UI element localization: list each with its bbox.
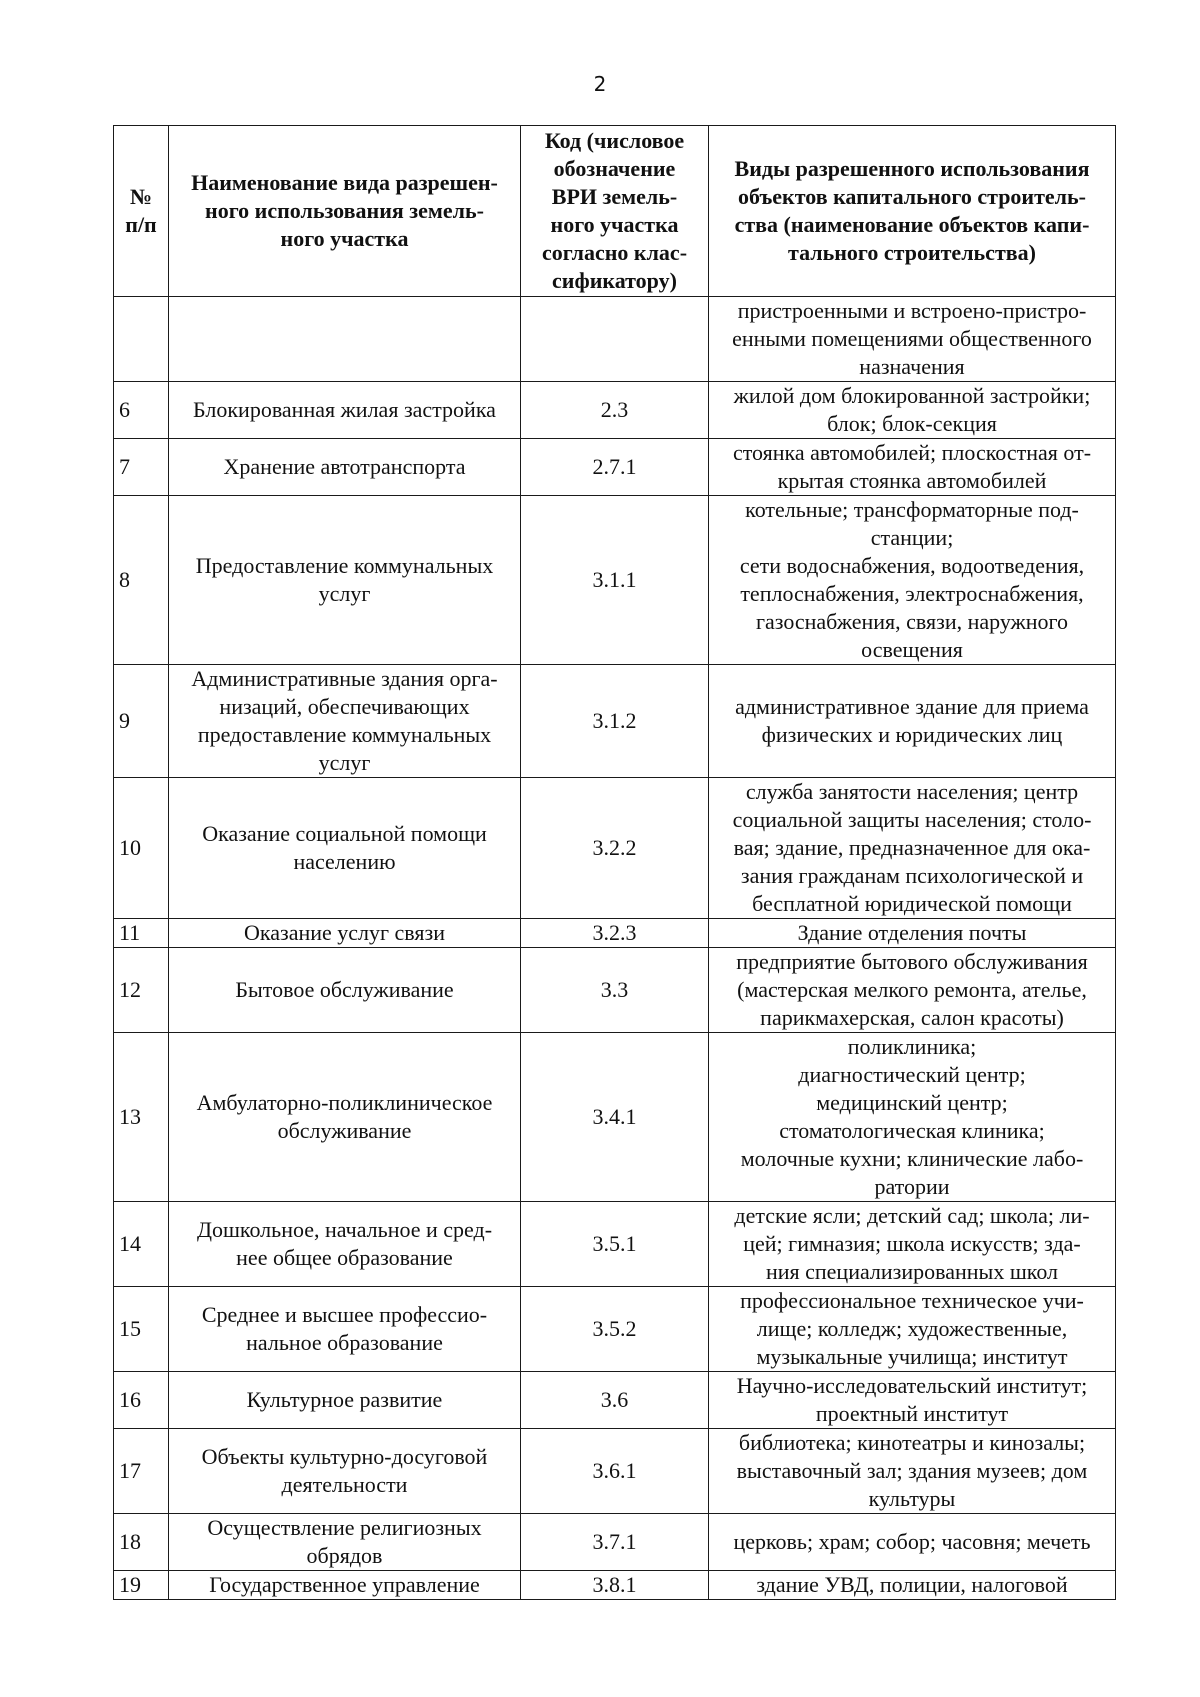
- table-row: [114, 665, 1116, 778]
- table-row: [114, 297, 1116, 382]
- table-row: [114, 382, 1116, 439]
- cell-code: 3.8.1: [521, 1571, 709, 1600]
- cell-name: Оказание социальной помощи населению: [169, 778, 521, 919]
- cell-num: 7: [114, 439, 169, 496]
- cell-num: 16: [114, 1372, 169, 1429]
- cell-name: Хранение автотранспорта: [169, 439, 521, 496]
- cell-kinds: предприятие бытового обслуживания (мастерская мелкого ремонта, ателье, парикмахерская, салон красоты): [709, 948, 1116, 1033]
- cell-code: 3.6: [521, 1372, 709, 1429]
- table-row: [114, 919, 1116, 948]
- cell-code: 2.7.1: [521, 439, 709, 496]
- cell-kinds: детские ясли; детский сад; школа; ли- цей; гимназия; школа искусств; зда- ния специализированных школ: [709, 1202, 1116, 1287]
- cell-name: Предоставление коммунальных услуг: [169, 496, 521, 665]
- cell-code: 2.3: [521, 382, 709, 439]
- table-row: [114, 1033, 1116, 1202]
- cell-code: 3.2.2: [521, 778, 709, 919]
- cell-code: 3.5.1: [521, 1202, 709, 1287]
- cell-name: Объекты культурно-досуговой деятельности: [169, 1429, 521, 1514]
- cell-kinds: поликлиника; диагностический центр; медицинский центр; стоматологическая клиника; молочные кухни; клинические лабо- ратории: [709, 1033, 1116, 1202]
- table-row: [114, 1202, 1116, 1287]
- cell-name: Блокированная жилая застройка: [169, 382, 521, 439]
- land-use-table: [113, 125, 1116, 1600]
- cell-kinds: Здание отделения почты: [709, 919, 1116, 948]
- cell-kinds: пристроенными и встроено-пристро- енными помещениями общественного назначения: [709, 297, 1116, 382]
- table-row: [114, 1372, 1116, 1429]
- table-row: [114, 1514, 1116, 1571]
- cell-kinds: жилой дом блокированной застройки; блок; блок-секция: [709, 382, 1116, 439]
- cell-kinds: служба занятости населения; центр социальной защиты населения; столо- вая; здание, предназначенное для ока- зания гражданам психологической и бесплатной юридической помощи: [709, 778, 1116, 919]
- cell-num: 14: [114, 1202, 169, 1287]
- cell-name: Среднее и высшее профессио- нальное образование: [169, 1287, 521, 1372]
- cell-code: 3.7.1: [521, 1514, 709, 1571]
- cell-name: Культурное развитие: [169, 1372, 521, 1429]
- cell-code: 3.6.1: [521, 1429, 709, 1514]
- cell-kinds: церковь; храм; собор; часовня; мечеть: [709, 1514, 1116, 1571]
- header-kinds: Виды разрешенного использования объектов капитального строитель- ства (наименование объектов капи- тального строительства): [709, 126, 1116, 297]
- page-number: 2: [593, 72, 607, 96]
- header-code: Код (числовое обозначение ВРИ земель- ного участка согласно клас- сификатору): [521, 126, 709, 297]
- cell-kinds: здание УВД, полиции, налоговой: [709, 1571, 1116, 1600]
- cell-num: 6: [114, 382, 169, 439]
- table-row: [114, 948, 1116, 1033]
- cell-kinds: Научно-исследовательский институт; проектный институт: [709, 1372, 1116, 1429]
- table-body: [114, 297, 1116, 1600]
- cell-code: 3.4.1: [521, 1033, 709, 1202]
- cell-num: 12: [114, 948, 169, 1033]
- header-num: № п/п: [114, 126, 169, 297]
- cell-code: [521, 297, 709, 382]
- cell-code: 3.5.2: [521, 1287, 709, 1372]
- cell-name: Административные здания орга- низаций, обеспечивающих предоставление коммунальных услуг: [169, 665, 521, 778]
- cell-num: 13: [114, 1033, 169, 1202]
- cell-num: 17: [114, 1429, 169, 1514]
- cell-kinds: административное здание для приема физических и юридических лиц: [709, 665, 1116, 778]
- cell-name: Оказание услуг связи: [169, 919, 521, 948]
- cell-num: 19: [114, 1571, 169, 1600]
- cell-num: 11: [114, 919, 169, 948]
- table-row: [114, 778, 1116, 919]
- table-header-row: [114, 126, 1116, 297]
- table-row: [114, 1429, 1116, 1514]
- cell-kinds: котельные; трансформаторные под- станции; сети водоснабжения, водоотведения, теплоснабжения, электроснабжения, газоснабжения, связи, наружного освещения: [709, 496, 1116, 665]
- cell-name: Государственное управление: [169, 1571, 521, 1600]
- cell-num: 15: [114, 1287, 169, 1372]
- table-row: [114, 1287, 1116, 1372]
- cell-name: Бытовое обслуживание: [169, 948, 521, 1033]
- cell-num: 10: [114, 778, 169, 919]
- table-row: [114, 1571, 1116, 1600]
- cell-code: 3.2.3: [521, 919, 709, 948]
- cell-code: 3.1.2: [521, 665, 709, 778]
- cell-name: Дошкольное, начальное и сред- нее общее образование: [169, 1202, 521, 1287]
- cell-num: 9: [114, 665, 169, 778]
- cell-code: 3.3: [521, 948, 709, 1033]
- table-row: [114, 439, 1116, 496]
- cell-kinds: библиотека; кинотеатры и кинозалы; выставочный зал; здания музеев; дом культуры: [709, 1429, 1116, 1514]
- cell-kinds: стоянка автомобилей; плоскостная от- крытая стоянка автомобилей: [709, 439, 1116, 496]
- table-row: [114, 496, 1116, 665]
- cell-name: Амбулаторно-поликлиническое обслуживание: [169, 1033, 521, 1202]
- cell-num: 18: [114, 1514, 169, 1571]
- cell-code: 3.1.1: [521, 496, 709, 665]
- cell-kinds: профессиональное техническое учи- лище; колледж; художественные, музыкальные училища; институт: [709, 1287, 1116, 1372]
- cell-name: Осуществление религиозных обрядов: [169, 1514, 521, 1571]
- header-name: Наименование вида разрешен- ного использования земель- ного участка: [169, 126, 521, 297]
- cell-num: 8: [114, 496, 169, 665]
- cell-name: [169, 297, 521, 382]
- cell-num: [114, 297, 169, 382]
